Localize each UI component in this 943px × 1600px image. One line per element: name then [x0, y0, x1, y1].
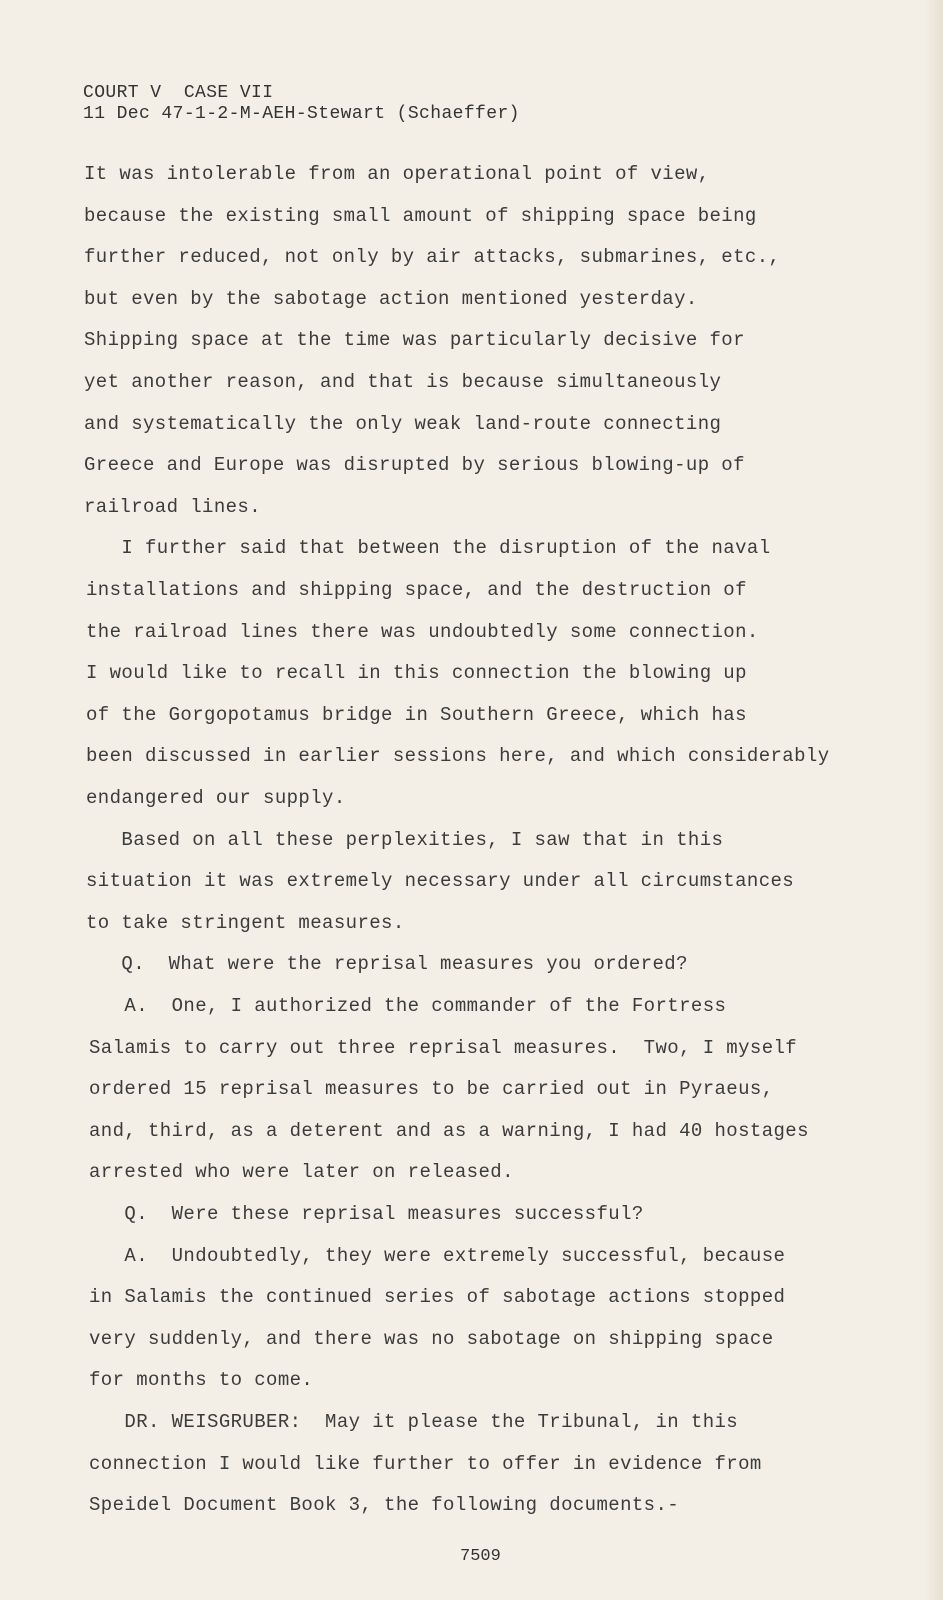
transcript-line: because the existing small amount of shipping space being — [84, 204, 757, 227]
transcript-line: and, third, as a deterent and as a warning, I had 40 hostages — [89, 1119, 809, 1142]
transcript-line: in Salamis the continued series of sabotage actions stopped — [89, 1286, 786, 1309]
transcript-line: but even by the sabotage action mentioned yesterday. — [84, 287, 698, 310]
transcript-line: been discussed in earlier sessions here, and which considerably — [86, 745, 830, 768]
transcript-line: endangered our supply. — [86, 787, 346, 809]
transcript-line: DR. WEISGRUBER: May it please the Tribunal, in this — [89, 1411, 739, 1433]
transcript-line: Speidel Document Book 3, the following documents.- — [89, 1494, 680, 1517]
transcript-line: ordered 15 reprisal measures to be carried out in Pyraeus, — [89, 1078, 774, 1101]
transcript-line: I would like to recall in this connection the blowing up — [86, 662, 747, 685]
transcript-line: of the Gorgopotamus bridge in Southern Greece, which has — [86, 703, 747, 726]
transcript-line: connection I would like further to offer in evidence from — [89, 1452, 762, 1475]
header-date-reporter: 11 Dec 47-1-2-M-AEH-Stewart (Schaeffer) — [83, 104, 520, 124]
transcript-line: Greece and Europe was disrupted by serious blowing-up of — [84, 454, 745, 477]
transcript-line: A. One, I authorized the commander of the Fortress — [89, 995, 727, 1017]
transcript-line: situation it was extremely necessary under all circumstances — [86, 870, 795, 893]
transcript-line: arrested who were later on released. — [89, 1161, 514, 1184]
transcript-line: very suddenly, and there was no sabotage on shipping space — [89, 1327, 774, 1350]
transcript-line: I further said that between the disruption of the naval — [86, 537, 771, 560]
page-number: 7509 — [460, 1547, 501, 1566]
transcript-line: and systematically the only weak land-route connecting — [84, 412, 722, 435]
transcript-line: It was intolerable from an operational point of view, — [84, 163, 710, 185]
transcript-line: to take stringent measures. — [86, 911, 405, 934]
transcript-line: railroad lines. — [84, 495, 262, 518]
transcript-line: Salamis to carry out three reprisal measures. Two, I myself — [89, 1036, 798, 1059]
transcript-line: A. Undoubtedly, they were extremely successful, because — [89, 1244, 786, 1267]
transcript-line: Shipping space at the time was particularly decisive for — [84, 329, 745, 352]
transcript-line: the railroad lines there was undoubtedly some connection. — [86, 620, 759, 643]
header-court-case: COURT V CASE VII — [83, 83, 274, 103]
transcript-line: Q. Were these reprisal measures successful? — [89, 1203, 644, 1225]
transcript-line: Q. What were the reprisal measures you ordered? — [86, 953, 688, 976]
transcript-line: further reduced, not only by air attacks, submarines, etc., — [84, 246, 781, 269]
transcript-line: installations and shipping space, and the destruction of — [86, 579, 747, 601]
transcript-line: for months to come. — [89, 1369, 314, 1392]
transcript-line: Based on all these perplexities, I saw that in this — [86, 828, 724, 851]
page-edge-shadow — [925, 0, 943, 1600]
transcript-line: yet another reason, and that is because simultaneously — [84, 371, 722, 393]
